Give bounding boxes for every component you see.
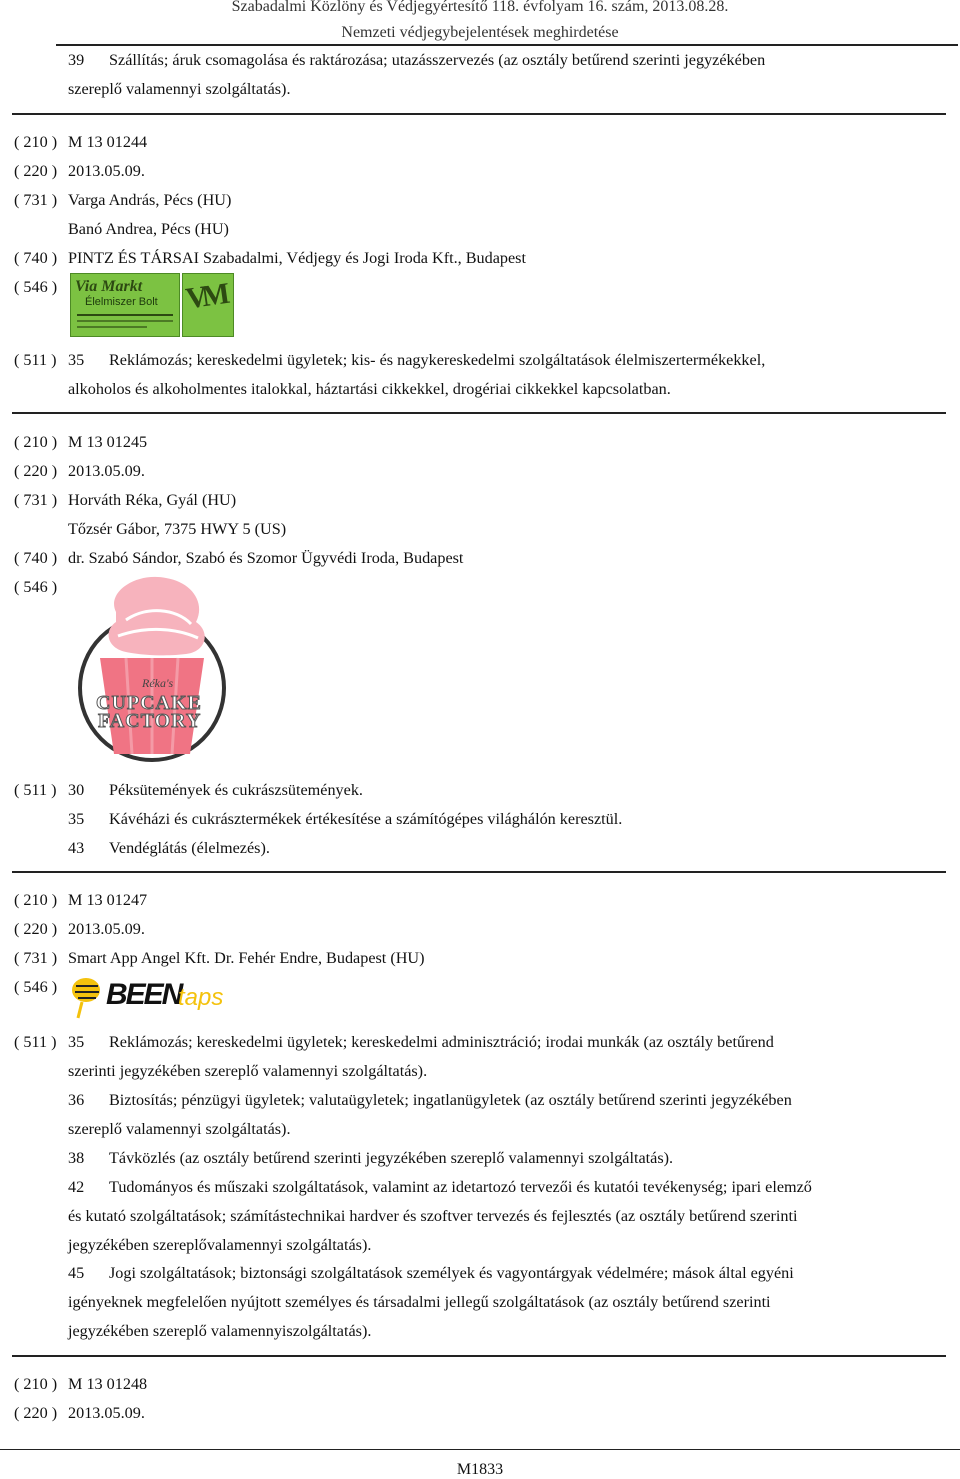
field-label-740: ( 740 )	[14, 549, 58, 567]
via-markt-logo	[70, 273, 180, 337]
journal-title: Szabadalmi Közlöny és Védjegyértesítő 118. évfolyam 16. szám, 2013.08.28.	[231, 0, 729, 15]
field-label-546: ( 546 )	[14, 278, 58, 296]
applicant-2: Banó Andrea, Pécs (HU)	[68, 220, 229, 238]
cupcake-icon	[76, 572, 232, 764]
class-text-line: igényeknek megfelelően nyújtott személyes és társadalmi jellegű szolgáltatások (az osztály betűrend szerinti	[68, 1293, 771, 1311]
logo-subtitle-text: Élelmiszer Bolt	[85, 296, 158, 308]
entry-divider	[12, 1355, 946, 1357]
logo-line2-text: FACTORY	[98, 710, 202, 732]
top-class-text-line1: Szállítás; áruk csomagolása és raktározása; utazásszervezés (az osztály betűrend szerinti jegyzékében	[109, 51, 766, 69]
class-text-line: jegyzékében szereplővalamennyi szolgáltatás).	[68, 1236, 372, 1254]
field-label-210: ( 210 )	[14, 433, 58, 451]
class-text-line: és kutató szolgáltatások; számítástechnikai hardver és szoftver tervezés és fejlesztés (az osztály betűrend szerinti	[68, 1207, 798, 1225]
class-text-line: Jogi szolgáltatások; biztonsági szolgáltatások személyek és vagyontárgyak védelmére; mások által egyéni	[109, 1264, 794, 1282]
field-label-210: ( 210 )	[14, 133, 58, 151]
class-text-line: Péksütemények és cukrászsütemények.	[109, 781, 363, 799]
page-number: M1833	[456, 1461, 504, 1478]
representative: PINTZ ÉS TÁRSAI Szabadalmi, Védjegy és Jogi Iroda Kft., Budapest	[68, 249, 526, 267]
applicant-1: Horváth Réka, Gyál (HU)	[68, 491, 237, 509]
logo-monogram-text: VM	[183, 277, 227, 316]
class-number: 35	[68, 1033, 85, 1051]
logo-been-text: BEEN	[106, 978, 182, 1011]
class-text-line: szerinti jegyzékében szereplő valamennyi szolgáltatás).	[68, 1062, 428, 1080]
filing-date: 2013.05.09.	[68, 1404, 145, 1422]
class-number: 42	[68, 1178, 85, 1196]
class-text-line: Biztosítás; pénzügyi ügyletek; valutaügyletek; ingatlanügyletek (az osztály betűrend szerinti jegyzékében	[109, 1091, 792, 1109]
beentaps-logo	[70, 972, 240, 1020]
class-text-line: Tudományos és műszaki szolgáltatások, valamint az idetartozó tervezői és kutatói tevékenység; ipari elemző	[109, 1178, 812, 1196]
field-label-546: ( 546 )	[14, 578, 58, 596]
application-number: M 13 01245	[68, 433, 148, 451]
logo-taps-text: taps	[178, 984, 224, 1011]
filing-date: 2013.05.09.	[68, 462, 145, 480]
field-label-511: ( 511 )	[14, 351, 57, 369]
vm-monogram-logo	[182, 273, 234, 337]
class-number: 45	[68, 1264, 85, 1282]
applicant-1: Smart App Angel Kft. Dr. Fehér Endre, Budapest (HU)	[68, 949, 425, 967]
footer-rule	[0, 1449, 960, 1450]
representative: dr. Szabó Sándor, Szabó és Szomor Ügyvédi Iroda, Budapest	[68, 549, 464, 567]
entry-divider	[12, 113, 946, 115]
logo-line1-text: CUPCAKE	[96, 692, 202, 714]
class-text-line: Távközlés (az osztály betűrend szerinti jegyzékében szereplő valamennyi szolgáltatás).	[109, 1149, 674, 1167]
entry-divider	[12, 412, 946, 414]
application-number: M 13 01247	[68, 891, 148, 909]
class-number: 36	[68, 1091, 85, 1109]
field-label-731: ( 731 )	[14, 191, 58, 209]
section-title: Nemzeti védjegybejelentések meghirdetése	[341, 24, 619, 41]
entry-divider	[12, 871, 946, 873]
filing-date: 2013.05.09.	[68, 162, 145, 180]
top-class-number: 39	[68, 51, 85, 69]
field-label-220: ( 220 )	[14, 1404, 58, 1422]
application-number: M 13 01248	[68, 1375, 148, 1393]
application-number: M 13 01244	[68, 133, 148, 151]
applicant-2: Tőzsér Gábor, 7375 HWY 5 (US)	[68, 520, 287, 538]
class-number: 43	[68, 839, 85, 857]
field-label-511: ( 511 )	[14, 1033, 57, 1051]
field-label-210: ( 210 )	[14, 891, 58, 909]
field-label-220: ( 220 )	[14, 462, 58, 480]
field-label-511: ( 511 )	[14, 781, 57, 799]
class-text-line: Reklámozás; kereskedelmi ügyletek; kereskedelmi adminisztráció; irodai munkák (az osztály betűrend	[109, 1033, 774, 1051]
field-label-210: ( 210 )	[14, 1375, 58, 1393]
class-text-line: Reklámozás; kereskedelmi ügyletek; kis- és nagykereskedelmi szolgáltatások élelmiszertermékekkel,	[109, 351, 766, 369]
class-number: 38	[68, 1149, 85, 1167]
field-label-740: ( 740 )	[14, 249, 58, 267]
class-text-line: jegyzékében szereplő valamennyiszolgáltatás).	[68, 1322, 372, 1340]
field-label-731: ( 731 )	[14, 949, 58, 967]
class-text-line: Kávéházi és cukrásztermékek értékesítése a számítógépes világhálón keresztül.	[109, 810, 623, 828]
class-number: 35	[68, 810, 85, 828]
applicant-1: Varga András, Pécs (HU)	[68, 191, 232, 209]
field-label-220: ( 220 )	[14, 920, 58, 938]
class-number: 30	[68, 781, 85, 799]
cupcake-factory-logo	[76, 572, 232, 764]
class-text-line: alkoholos és alkoholmentes italokkal, háztartási cikkekkel, drogériai cikkekkel kapcsolatban.	[68, 380, 671, 398]
class-text-line: szereplő valamennyi szolgáltatás).	[68, 1120, 291, 1138]
field-label-220: ( 220 )	[14, 162, 58, 180]
field-label-731: ( 731 )	[14, 491, 58, 509]
filing-date: 2013.05.09.	[68, 920, 145, 938]
bee-icon	[70, 972, 110, 1020]
field-label-546: ( 546 )	[14, 978, 58, 996]
class-number: 35	[68, 351, 85, 369]
class-text-line: Vendéglátás (élelmezés).	[109, 839, 270, 857]
top-class-text-line2: szereplő valamennyi szolgáltatás).	[68, 80, 291, 98]
header-rule	[56, 44, 958, 46]
logo-name-text: Via Markt	[75, 278, 143, 295]
logo-script-text: Réka's	[142, 676, 174, 690]
